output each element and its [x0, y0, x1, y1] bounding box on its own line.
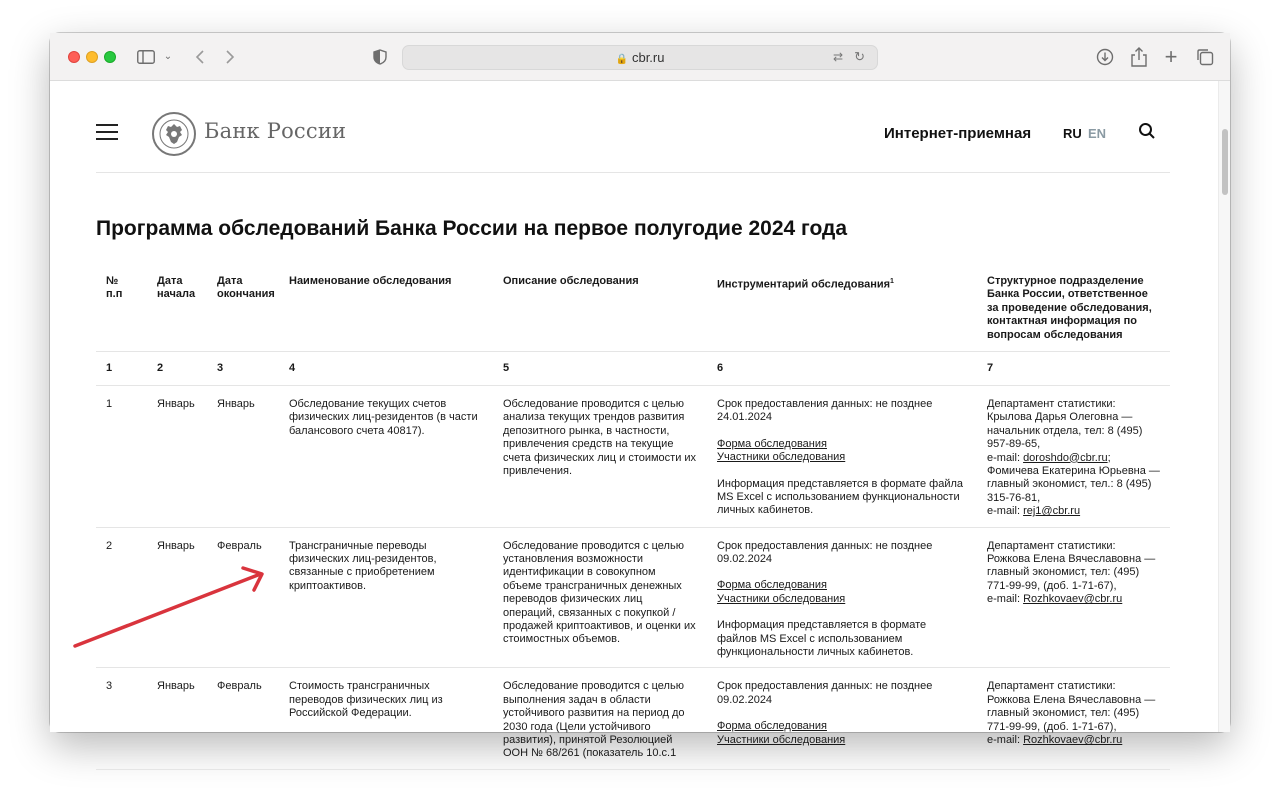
header-description: Описание обследования — [493, 267, 707, 351]
row-num: 2 — [96, 527, 147, 668]
chevron-down-icon[interactable]: ⌄ — [163, 51, 173, 62]
minimize-window-button[interactable] — [86, 51, 98, 63]
row-name: Трансграничные переводы физических лиц-резидентов, связанные с приобретением криптоактивов. — [279, 527, 493, 668]
email-link[interactable]: rej1@cbr.ru — [1023, 505, 1081, 518]
row-end: Февраль — [207, 668, 279, 769]
table-header-row — [96, 267, 1170, 351]
row-num: 3 — [96, 668, 147, 769]
department-contact: Департамент статистики: Крылова Дарья Олеговна — начальник отдела, тел: 8 (495) 957-89-65, — [987, 397, 1143, 451]
browser-window — [50, 33, 1230, 760]
browser-toolbar — [50, 33, 1230, 81]
row-tools — [707, 668, 977, 769]
email-link[interactable]: Rozhkovaev@cbr.ru — [1023, 734, 1123, 747]
lock-icon: 🔒 — [615, 54, 628, 65]
table-row — [96, 385, 1170, 527]
header-num: № п.п — [96, 267, 147, 351]
tab-overview-icon[interactable] — [1194, 47, 1216, 67]
row-name: Стоимость трансграничных переводов физических лиц из Российской Федерации. — [279, 668, 493, 769]
menu-icon[interactable] — [96, 124, 118, 140]
downloads-icon[interactable] — [1094, 47, 1116, 67]
colnum-cell: 3 — [207, 351, 279, 385]
table-row — [96, 668, 1170, 769]
new-tab-icon[interactable]: + — [1164, 44, 1178, 69]
row-department: Департамент статистики: Крылова Дарья Олеговна — начальник отдела, тел: 8 (495) 957-89-65, e-mail: doroshdo@cbr.ru; Фомичева Екатерина Юрьевна — главный экономист, тел.: 8 (495) 315-76-81, e-mail: rej1@cbr.ru — [977, 385, 1170, 527]
translate-icon[interactable]: ⇄ — [832, 50, 843, 64]
lang-en-link[interactable]: EN — [1088, 126, 1107, 141]
row-department: Департамент статистики: Рожкова Елена Вячеславовна — главный экономист, тел: (495) 771-99-99, (доб. 1-71-67), e-mail: Rozhkovaev@cbr.ru — [977, 668, 1170, 769]
share-icon[interactable] — [1128, 47, 1150, 67]
email-link[interactable]: Rozhkovaev@cbr.ru — [1023, 593, 1123, 606]
survey-form-link[interactable]: Форма обследования — [717, 579, 827, 592]
header-start: Дата начала — [147, 267, 207, 351]
bank-logo-text[interactable]: Банк России — [204, 119, 347, 143]
survey-table — [96, 267, 1170, 770]
address-bar[interactable] — [402, 45, 878, 70]
row-description: Обследование проводится с целью установления возможности идентификации в совокупном объеме трансграничных денежных переводов физических лиц операций, связанных с покупкой / продажей криптоактивов, и оценки их стоимостных объемов. — [493, 527, 707, 668]
internet-reception-link[interactable]: Интернет-приемная — [884, 125, 1032, 142]
row-start: Январь — [147, 527, 207, 668]
vertical-scrollbar[interactable] — [1218, 81, 1230, 732]
row-department: Департамент статистики: Рожкова Елена Вячеславовна — главный экономист, тел: (495) 771-99-99, (доб. 1-71-67), e-mail: Rozhkovaev@cbr.ru — [977, 527, 1170, 668]
row-description: Обследование проводится с целью анализа текущих трендов развития депозитного рынка, в частности, привлечения средств на текущие счета физических лиц и стоимости их привлечения. — [493, 385, 707, 527]
page-title: Программа обследований Банка России на первое полугодие 2024 года — [96, 217, 848, 240]
header-department: Структурное подразделение Банка России, ответственное за проведение обследования, контактная информация по вопросам обследования — [977, 267, 1170, 351]
colnum-cell: 6 — [707, 351, 977, 385]
row-tools — [707, 527, 977, 668]
sidebar-toggle-icon[interactable] — [136, 47, 156, 67]
deadline-text: Срок предоставления данных: не позднее 24.01.2024 — [717, 397, 933, 424]
format-text: Информация представляется в формате файлов MS Excel с использованием функциональности личных кабинетов. — [717, 619, 927, 658]
survey-participants-link[interactable]: Участники обследования — [717, 733, 846, 746]
scrollbar-thumb[interactable] — [1222, 129, 1228, 195]
row-num: 1 — [96, 385, 147, 527]
row-tools — [707, 385, 977, 527]
reload-icon[interactable]: ↻ — [854, 49, 865, 64]
privacy-shield-icon[interactable] — [370, 47, 390, 67]
survey-participants-link[interactable]: Участники обследования — [717, 451, 846, 464]
close-window-button[interactable] — [68, 51, 80, 63]
survey-form-link[interactable]: Форма обследования — [717, 437, 827, 450]
site-header — [96, 109, 1170, 173]
department-contact: Департамент статистики: Рожкова Елена Вячеславовна — главный экономист, тел: (495) 771-99-99, (доб. 1-71-67), — [987, 539, 1156, 592]
department-contact-2: Фомичева Екатерина Юрьевна — главный экономист, тел.: 8 (495) 315-76-81, — [987, 464, 1160, 504]
email-link[interactable]: doroshdo@cbr.ru — [1023, 451, 1108, 464]
colnum-cell: 2 — [147, 351, 207, 385]
colnum-cell: 7 — [977, 351, 1170, 385]
back-icon[interactable] — [190, 47, 210, 67]
survey-participants-link[interactable]: Участники обследования — [717, 592, 846, 605]
lang-ru-link[interactable]: RU — [1063, 126, 1082, 141]
row-end: Февраль — [207, 527, 279, 668]
column-number-row — [96, 351, 1170, 385]
row-name: Обследование текущих счетов физических лиц-резидентов (в части балансового счета 40817). — [279, 385, 493, 527]
department-contact: Департамент статистики: Рожкова Елена Вячеславовна — главный экономист, тел: (495) 771-99-99, (доб. 1-71-67), — [987, 680, 1156, 733]
row-description: Обследование проводится с целью выполнения задач в области устойчивого развития на период до 2030 года (Цели устойчивого развития), принятой Резолюцией ООН № 68/261 (показатель 10.с.1 — [493, 668, 707, 769]
row-start: Январь — [147, 668, 207, 769]
header-name: Наименование обследования — [279, 267, 493, 351]
table-row — [96, 527, 1170, 668]
row-end: Январь — [207, 385, 279, 527]
url-text: cbr.ru — [631, 50, 665, 65]
colnum-cell: 5 — [493, 351, 707, 385]
deadline-text: Срок предоставления данных: не позднее 09.02.2024 — [717, 539, 933, 565]
row-start: Январь — [147, 385, 207, 527]
deadline-text: Срок предоставления данных: не позднее 09.02.2024 — [717, 680, 933, 706]
forward-icon[interactable] — [220, 47, 240, 67]
colnum-cell: 1 — [96, 351, 147, 385]
format-text: Информация представляется в формате файла MS Excel с использованием функциональности личных кабинетов. — [717, 477, 964, 517]
bank-emblem-icon[interactable] — [152, 112, 196, 156]
search-icon[interactable] — [1138, 122, 1158, 142]
survey-form-link[interactable]: Форма обследования — [717, 720, 827, 733]
page-content — [50, 81, 1218, 760]
header-end: Дата окончания — [207, 267, 279, 351]
header-tools: Инструментарий обследования$^1$ — [707, 267, 977, 351]
colnum-cell: 4 — [279, 351, 493, 385]
footnote-1[interactable]: 1 — [890, 278, 894, 285]
zoom-window-button[interactable] — [104, 51, 116, 63]
